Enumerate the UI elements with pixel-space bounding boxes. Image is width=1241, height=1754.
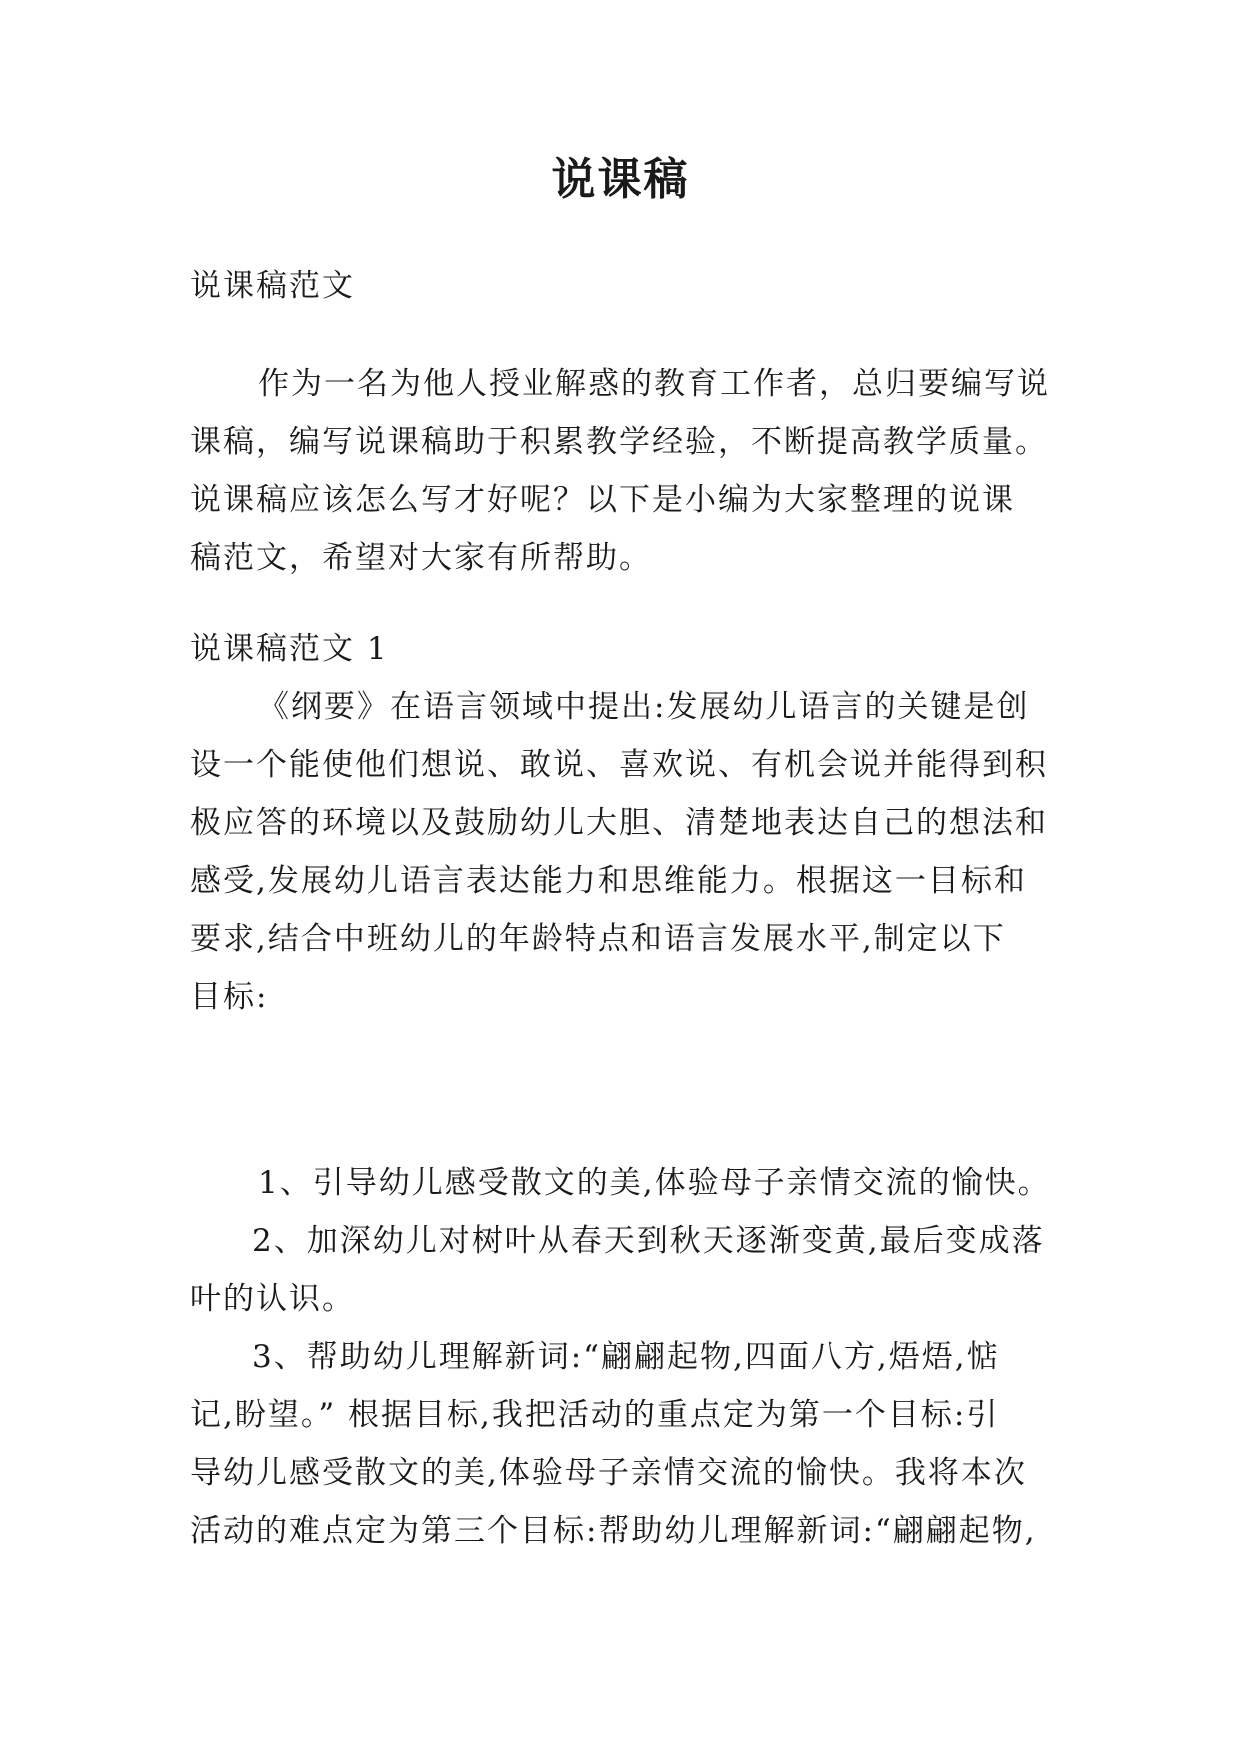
section-heading: 说课稿范文 1 — [190, 631, 389, 667]
goals-block — [190, 1154, 1070, 1560]
paragraph-line: 目标: — [190, 979, 269, 1015]
paragraph-line: 作为一名为他人授业解惑的教育工作者，总归要编写说 — [258, 366, 1050, 402]
paragraph-line: 要求,结合中班幼儿的年龄特点和语言发展水平,制定以下 — [190, 921, 1006, 957]
paragraph-line: 《纲要》在语言领域中提出:发展幼儿语言的关键是创 — [258, 689, 1030, 725]
paragraph-line: 稿范文，希望对大家有所帮助。 — [190, 540, 652, 576]
paragraph-line: 导幼儿感受散文的美,体验母子亲情交流的愉快。我将本次 — [190, 1455, 1027, 1491]
goal-item: 3、帮助幼儿理解新词:“翩翩起物,四面八方,焐焐,惦 — [252, 1339, 1000, 1375]
paragraph-line: 感受,发展幼儿语言表达能力和思维能力。根据这一目标和 — [190, 863, 1027, 899]
subtitle: 说课稿范文 — [190, 268, 355, 304]
page-title: 说课稿 — [551, 154, 690, 205]
goal-item: 2、加深幼儿对树叶从春天到秋天逐渐变黄,最后变成落 — [252, 1223, 1045, 1259]
goal-item: 1、引导幼儿感受散文的美,体验母子亲情交流的愉快。 — [258, 1165, 1051, 1201]
intro-paragraph — [190, 355, 1070, 587]
paragraph-line: 极应答的环境以及鼓励幼儿大胆、清楚地表达自己的想法和 — [190, 805, 1048, 841]
paragraph-line: 设一个能使他们想说、敢说、喜欢说、有机会说并能得到积 — [190, 747, 1048, 783]
paragraph-line: 活动的难点定为第三个目标:帮助幼儿理解新词:“翩翩起物, — [190, 1513, 1037, 1549]
section1-block — [190, 620, 1070, 1026]
paragraph-line: 说课稿应该怎么写才好呢？以下是小编为大家整理的说课 — [190, 482, 1015, 518]
paragraph-line: 课稿，编写说课稿助于积累教学经验，不断提高教学质量。 — [190, 424, 1048, 460]
paragraph-line: 叶的认识。 — [190, 1281, 355, 1317]
paragraph-line: 记,盼望。” 根据目标,我把活动的重点定为第一个目标:引 — [190, 1397, 1000, 1433]
subtitle-block — [190, 257, 1070, 315]
